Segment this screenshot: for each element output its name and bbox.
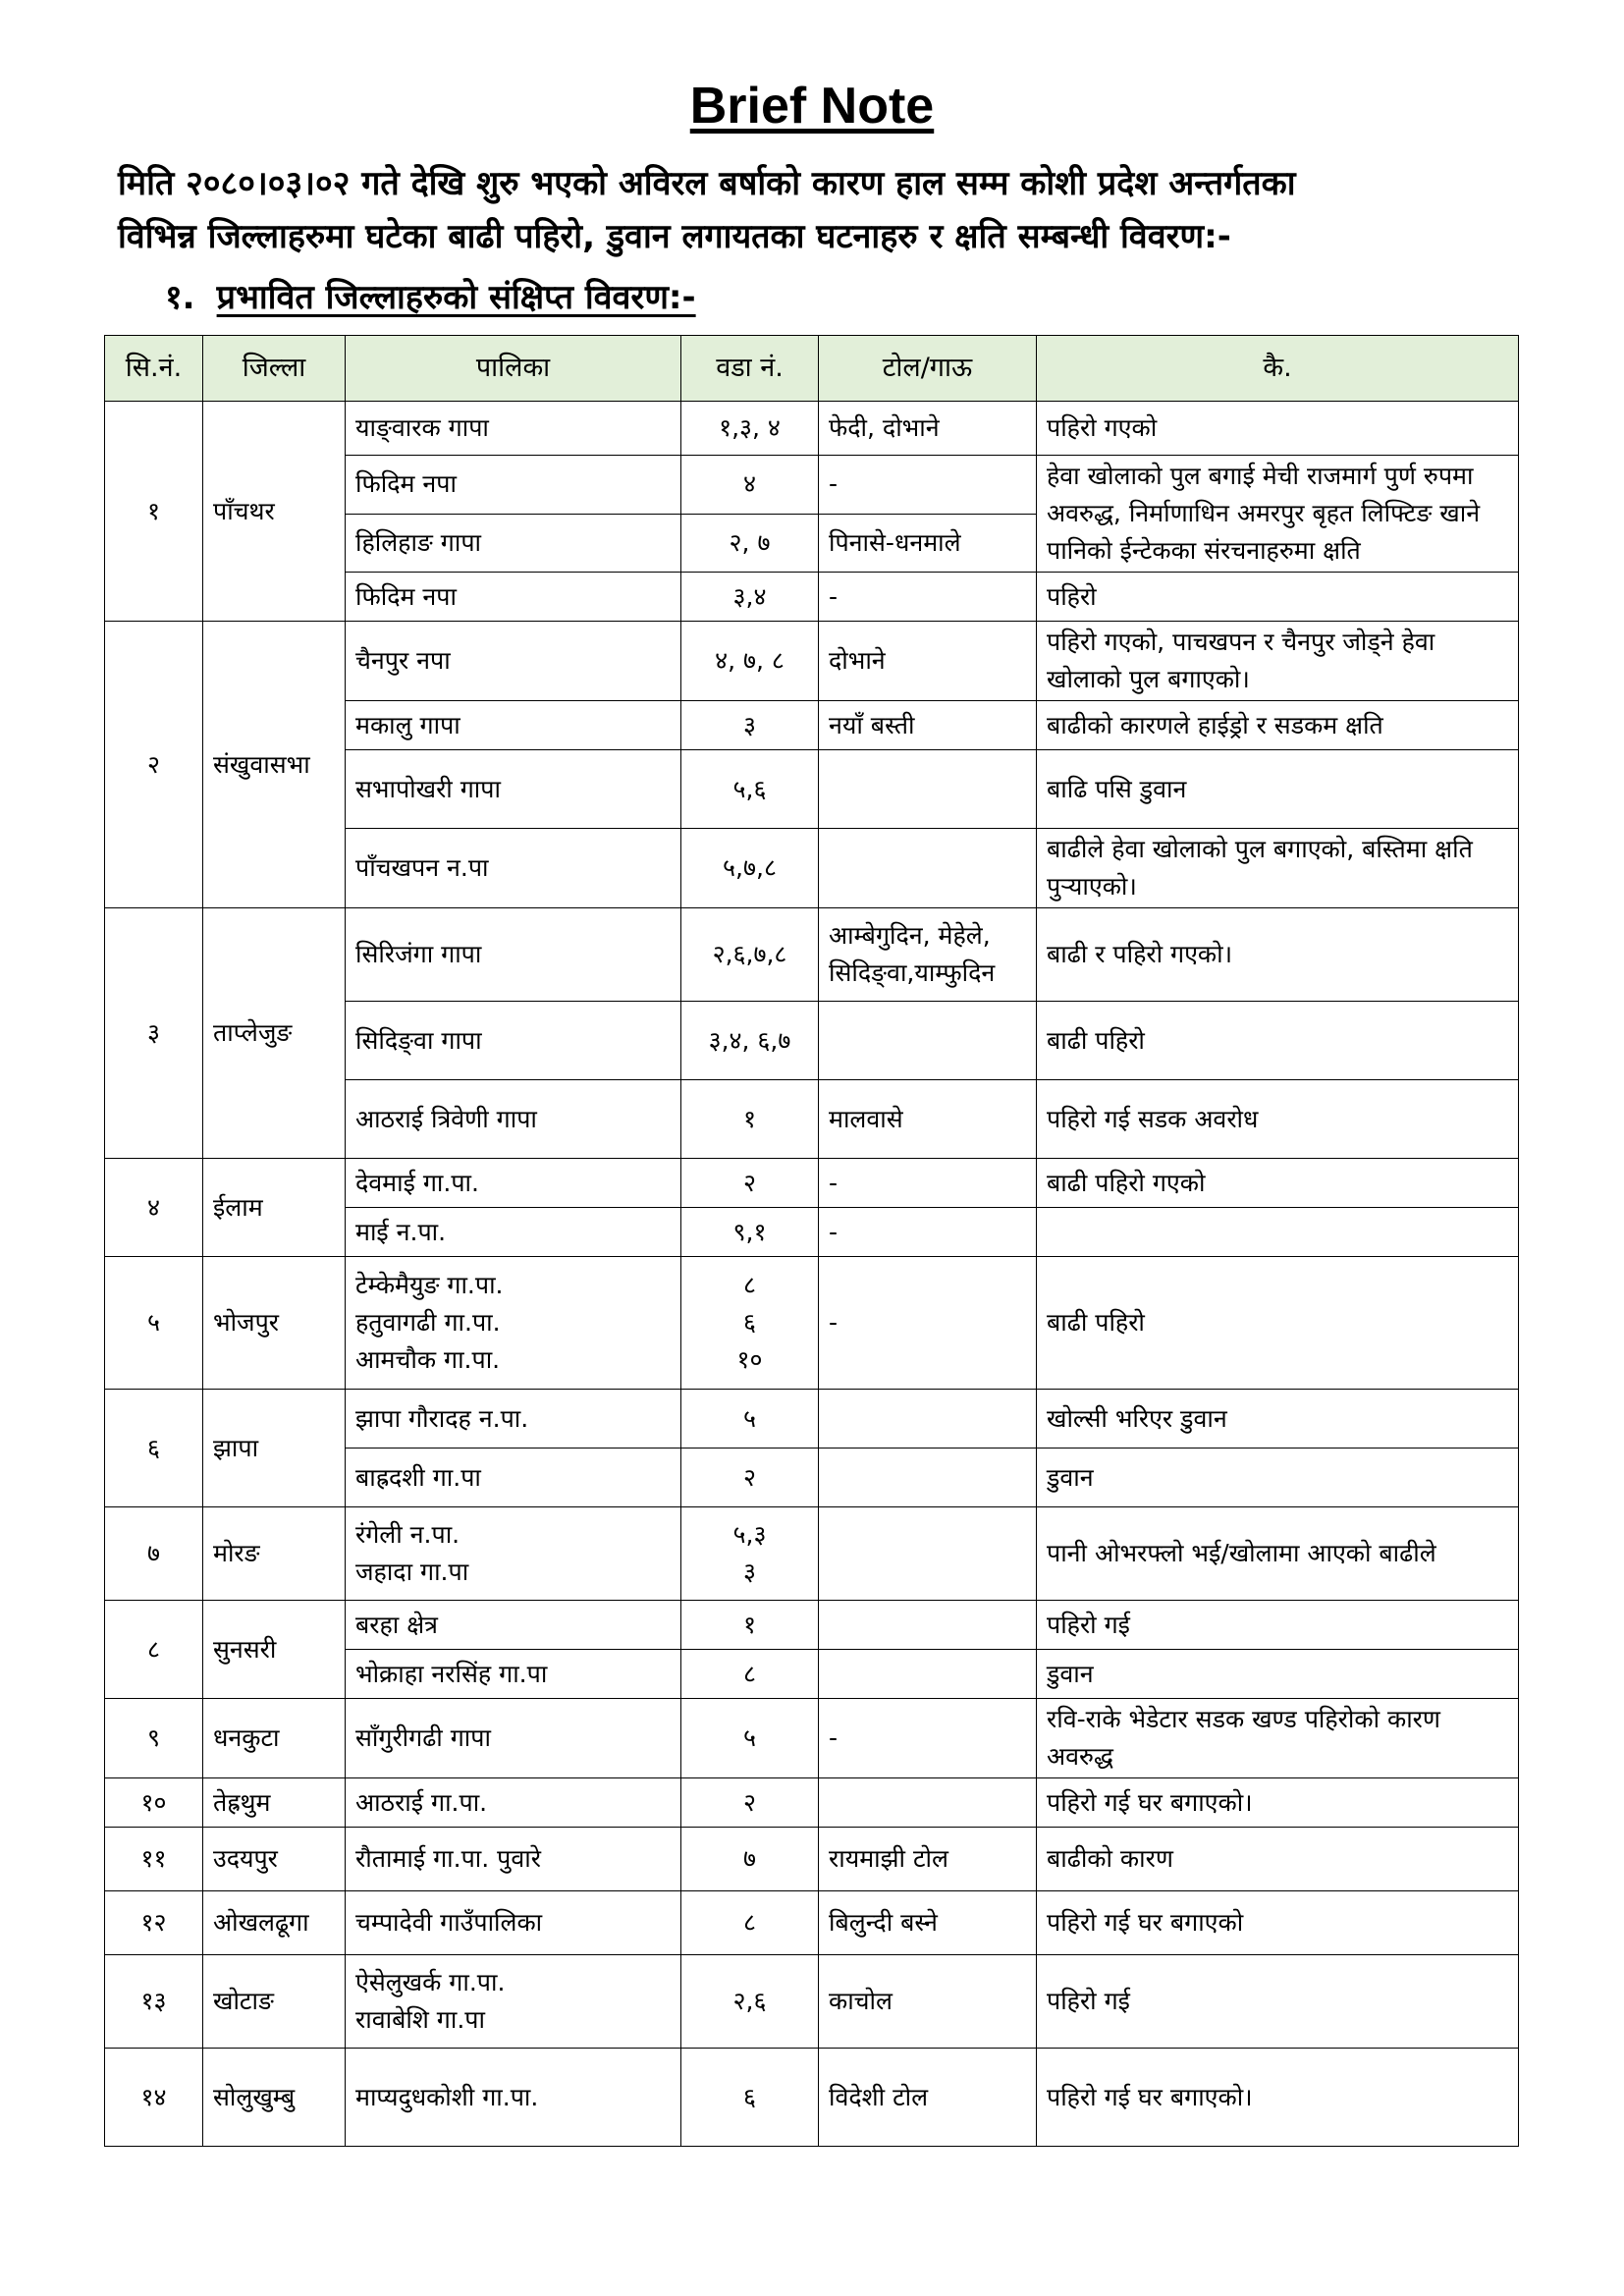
tol-cell <box>819 1002 1037 1080</box>
palika-cell-line: टेम्केमैयुङ गा.पा. <box>355 1271 504 1299</box>
serial-cell: १३ <box>105 1955 203 2049</box>
remark-cell: पहिरो गई घर बगाएको <box>1037 1891 1519 1955</box>
table-row <box>105 1390 1519 1449</box>
tol-cell: पिनासे-धनमाले <box>819 514 1037 573</box>
palika-cell: देवमाई गा.पा. <box>346 1159 681 1208</box>
palika-cell-line: ऐसेलुखर्क गा.पा. <box>355 1968 506 1996</box>
tol-cell <box>819 1601 1037 1650</box>
table-row <box>105 402 1519 456</box>
district-cell: धनकुटा <box>203 1699 346 1778</box>
ward-cell: ६ <box>681 2049 819 2147</box>
palika-cell-line: हतुवागढी गा.पा. <box>355 1308 501 1337</box>
serial-cell: ५ <box>105 1257 203 1390</box>
remark-cell: बाढीको कारण <box>1037 1828 1519 1891</box>
palika-cell-line: आमचौक गा.पा. <box>355 1345 501 1374</box>
ward-cell: २,६ <box>681 1955 819 2049</box>
ward-cell-line: ५,३ <box>732 1520 767 1549</box>
serial-cell: १० <box>105 1778 203 1828</box>
ward-cell: ९,१ <box>681 1208 819 1257</box>
tol-cell <box>819 750 1037 829</box>
table-row <box>105 1891 1519 1955</box>
intro-line: विभिन्न जिल्लाहरुमा घटेका बाढी पहिरो, डुवान लगायतका घटनाहरु र क्षति सम्बन्धी विवरण:- <box>118 217 1231 256</box>
ward-cell: २ <box>681 1159 819 1208</box>
district-cell: उदयपुर <box>203 1828 346 1891</box>
remark-cell: बाढी पहिरो <box>1037 1002 1519 1080</box>
tol-cell: मालवासे <box>819 1080 1037 1159</box>
district-cell: ओखलढूगा <box>203 1891 346 1955</box>
table-row <box>105 908 1519 1002</box>
serial-cell: ७ <box>105 1507 203 1601</box>
ward-cell-line: १० <box>736 1345 763 1374</box>
table-row <box>105 1828 1519 1891</box>
serial-cell: २ <box>105 622 203 908</box>
palika-cell: चम्पादेवी गाउँपालिका <box>346 1891 681 1955</box>
remark-cell: हेवा खोलाको पुल बगाई मेची राजमार्ग पुर्ण रुपमा अवरुद्ध, निर्माणाधिन अमरपुर बृहत लिफ्टिङ खाने पानिको ईन्टेकका संरचनाहरुमा क्षति <box>1037 456 1519 573</box>
remark-cell: खोल्सी भरिएर डुवान <box>1037 1390 1519 1449</box>
remark-cell: पहिरो गई <box>1037 1601 1519 1650</box>
ward-cell: २ <box>681 1449 819 1507</box>
district-cell: झापा <box>203 1390 346 1507</box>
header-serial: सि.नं. <box>105 336 203 402</box>
header-palika: पालिका <box>346 336 681 402</box>
serial-cell: ८ <box>105 1601 203 1699</box>
palika-cell-line: जहादा गा.पा <box>355 1558 469 1586</box>
serial-cell: ३ <box>105 908 203 1159</box>
palika-cell-line: रावाबेशि गा.पा <box>355 2005 485 2034</box>
tol-cell: दोभाने <box>819 622 1037 701</box>
ward-cell: ५ <box>681 1699 819 1778</box>
remark-cell: पहिरो गएको, पाचखपन र चैनपुर जोड्ने हेवा खोलाको पुल बगाएको। <box>1037 622 1519 701</box>
remark-cell: पहिरो गएको <box>1037 402 1519 456</box>
serial-cell: ९ <box>105 1699 203 1778</box>
serial-cell: १ <box>105 402 203 622</box>
ward-cell: २, ७ <box>681 514 819 573</box>
tol-cell: - <box>819 456 1037 515</box>
palika-cell: बरहा क्षेत्र <box>346 1601 681 1650</box>
serial-cell: १४ <box>105 2049 203 2147</box>
remark-cell: बाढीको कारणले हाईड्रो र सडकम क्षति <box>1037 701 1519 750</box>
palika-cell: साँगुरीगढी गापा <box>346 1699 681 1778</box>
district-cell: पाँचथर <box>203 402 346 622</box>
table-row <box>105 1257 1519 1390</box>
table-row <box>105 2049 1519 2147</box>
tol-cell <box>819 1778 1037 1828</box>
tol-cell: - <box>819 573 1037 622</box>
tol-cell: फेदी, दोभाने <box>819 402 1037 456</box>
ward-cell: ३,४, ६,७ <box>681 1002 819 1080</box>
table-row <box>105 1778 1519 1828</box>
remark-cell: पानी ओभरफ्लो भई/खोलामा आएको बाढीले <box>1037 1507 1519 1601</box>
tol-cell <box>819 1650 1037 1699</box>
table-header-row <box>105 336 1519 402</box>
ward-cell: ३ <box>681 701 819 750</box>
ward-cell: ५,६ <box>681 750 819 829</box>
palika-cell <box>346 1955 681 2049</box>
district-cell: सुनसरी <box>203 1601 346 1699</box>
palika-cell: आठराई त्रिवेणी गापा <box>346 1080 681 1159</box>
ward-cell-line: ६ <box>742 1308 756 1337</box>
tol-cell: काचोल <box>819 1955 1037 2049</box>
table-row <box>105 1507 1519 1601</box>
remark-cell: पहिरो गई <box>1037 1955 1519 2049</box>
ward-cell-line: ८ <box>742 1271 756 1299</box>
ward-cell: ४, ७, ८ <box>681 622 819 701</box>
remark-cell: पहिरो गई घर बगाएको। <box>1037 2049 1519 2147</box>
tol-cell: नयाँ बस्ती <box>819 701 1037 750</box>
ward-cell: ५ <box>681 1390 819 1449</box>
table-row <box>105 1955 1519 2049</box>
serial-cell: ४ <box>105 1159 203 1257</box>
table-row <box>105 1601 1519 1650</box>
table-row <box>105 1159 1519 1208</box>
palika-cell: हिलिहाङ गापा <box>346 514 681 573</box>
district-cell: भोजपुर <box>203 1257 346 1390</box>
remark-cell: पहिरो <box>1037 573 1519 622</box>
palika-cell: बाह्रदशी गा.पा <box>346 1449 681 1507</box>
ward-cell: ८ <box>681 1650 819 1699</box>
palika-cell: पाँचखपन न.पा <box>346 829 681 908</box>
serial-cell: ६ <box>105 1390 203 1507</box>
section-number: १. <box>165 278 195 317</box>
tol-cell <box>819 829 1037 908</box>
ward-cell: १,३, ४ <box>681 402 819 456</box>
tol-cell: रायमाझी टोल <box>819 1828 1037 1891</box>
remark-cell: पहिरो गई घर बगाएको। <box>1037 1778 1519 1828</box>
palika-cell: झापा गौरादह न.पा. <box>346 1390 681 1449</box>
palika-cell: मकालु गापा <box>346 701 681 750</box>
serial-cell: १२ <box>105 1891 203 1955</box>
remark-cell: बाढी पहिरो <box>1037 1257 1519 1390</box>
remark-cell: बाढीले हेवा खोलाको पुल बगाएको, बस्तिमा क्षति पुऱ्याएको। <box>1037 829 1519 908</box>
ward-cell: ४ <box>681 456 819 515</box>
remark-cell: डुवान <box>1037 1449 1519 1507</box>
district-cell: ताप्लेजुङ <box>203 908 346 1159</box>
district-cell: संखुवासभा <box>203 622 346 908</box>
palika-cell-line: रंगेली न.पा. <box>355 1520 460 1549</box>
remark-cell: बाढी पहिरो गएको <box>1037 1159 1519 1208</box>
district-cell: तेह्रथुम <box>203 1778 346 1828</box>
ward-cell-line: ३ <box>742 1558 756 1586</box>
tol-cell: - <box>819 1699 1037 1778</box>
tol-cell <box>819 1507 1037 1601</box>
intro-paragraph <box>118 157 1532 263</box>
palika-cell <box>346 1507 681 1601</box>
district-cell: मोरङ <box>203 1507 346 1601</box>
palika-cell <box>346 1257 681 1390</box>
tol-cell: - <box>819 1208 1037 1257</box>
ward-cell: १ <box>681 1601 819 1650</box>
serial-cell: ११ <box>105 1828 203 1891</box>
ward-cell: ५,७,८ <box>681 829 819 908</box>
header-tol: टोल/गाऊ <box>819 336 1037 402</box>
tol-cell: विदेशी टोल <box>819 2049 1037 2147</box>
tol-cell <box>819 1449 1037 1507</box>
palika-cell: फिदिम नपा <box>346 456 681 515</box>
tol-cell: - <box>819 1159 1037 1208</box>
palika-cell: सभापोखरी गापा <box>346 750 681 829</box>
palika-cell: माप्यदुधकोशी गा.पा. <box>346 2049 681 2147</box>
remark-cell: डुवान <box>1037 1650 1519 1699</box>
ward-cell <box>681 1257 819 1390</box>
district-cell: सोलुखुम्बु <box>203 2049 346 2147</box>
palika-cell: याङ्वारक गापा <box>346 402 681 456</box>
ward-cell: ८ <box>681 1891 819 1955</box>
palika-cell: सिदिङ्वा गापा <box>346 1002 681 1080</box>
palika-cell: चैनपुर नपा <box>346 622 681 701</box>
header-ward: वडा नं. <box>681 336 819 402</box>
header-remark: कै. <box>1037 336 1519 402</box>
section-heading-text: प्रभावित जिल्लाहरुको संक्षिप्त विवरण:- <box>216 278 696 317</box>
remark-cell: पहिरो गई सडक अवरोध <box>1037 1080 1519 1159</box>
remark-cell <box>1037 1208 1519 1257</box>
header-district: जिल्ला <box>203 336 346 402</box>
district-cell: ईलाम <box>203 1159 346 1257</box>
ward-cell: ३,४ <box>681 573 819 622</box>
table-row <box>105 1699 1519 1778</box>
ward-cell: १ <box>681 1080 819 1159</box>
tol-cell: बिलुन्दी बस्ने <box>819 1891 1037 1955</box>
palika-cell: माई न.पा. <box>346 1208 681 1257</box>
affected-districts-table <box>104 335 1519 2147</box>
tol-cell: - <box>819 1257 1037 1390</box>
section-heading <box>165 273 696 318</box>
palika-cell: सिरिजंगा गापा <box>346 908 681 1002</box>
ward-cell: २ <box>681 1778 819 1828</box>
palika-cell: रौतामाई गा.पा. पुवारे <box>346 1828 681 1891</box>
tol-cell <box>819 1390 1037 1449</box>
table-body <box>105 402 1519 2147</box>
remark-cell: बाढी र पहिरो गएको। <box>1037 908 1519 1002</box>
palika-cell: आठराई गा.पा. <box>346 1778 681 1828</box>
remark-cell: बाढि पसि डुवान <box>1037 750 1519 829</box>
ward-cell <box>681 1507 819 1601</box>
tol-cell: आम्बेगुदिन, मेहेले, सिदिङ्वा,याम्फुदिन <box>819 908 1037 1002</box>
table-row <box>105 622 1519 701</box>
remark-cell: रवि-राके भेडेटार सडक खण्ड पहिरोको कारण अवरुद्ध <box>1037 1699 1519 1778</box>
palika-cell: भोक्राहा नरसिंह गा.पा <box>346 1650 681 1699</box>
ward-cell: २,६,७,८ <box>681 908 819 1002</box>
document-title: Brief Note <box>689 78 935 135</box>
intro-line: मिति २०८०।०३।०२ गते देखि शुरु भएको अविरल बर्षाको कारण हाल सम्म कोशी प्रदेश अन्तर्गतका <box>118 164 1296 203</box>
ward-cell: ७ <box>681 1828 819 1891</box>
district-cell: खोटाङ <box>203 1955 346 2049</box>
palika-cell: फिदिम नपा <box>346 573 681 622</box>
